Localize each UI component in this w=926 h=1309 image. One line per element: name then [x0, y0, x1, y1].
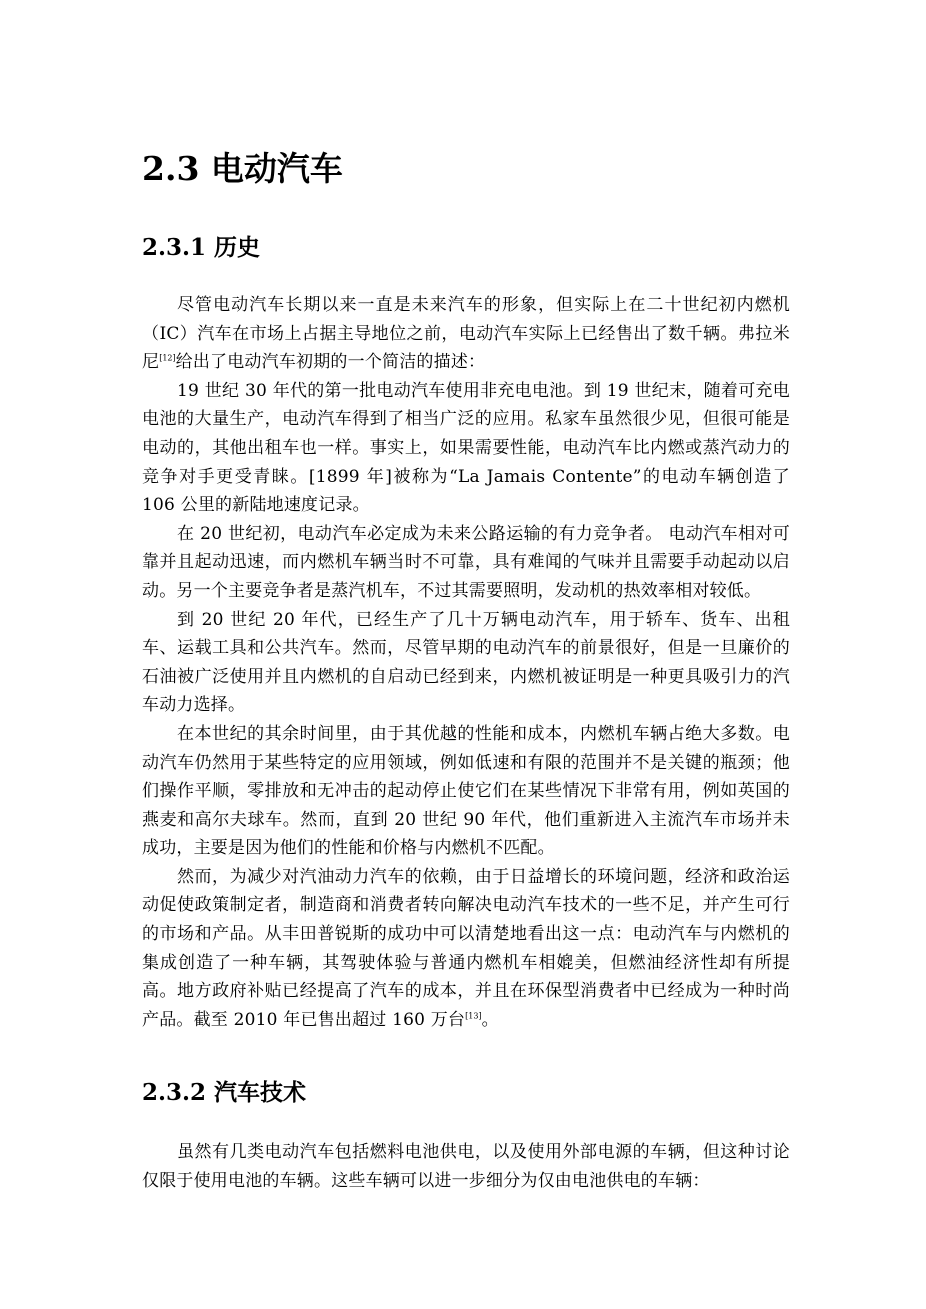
- subsection-heading-history: 2.3.1 历史: [142, 234, 261, 261]
- history-paragraph-6: [142, 863, 790, 1035]
- history-paragraph-3: 在 20 世纪初，电动汽车必定成为未来公路运输的有力竞争者。 电动汽车相对可靠并且起动迅速，而内燃机车辆当时不可靠，具有难闻的气味并且需要手动起动以启动。另一个主要竞争者是蒸汽机车，不过其需要照明，发动机的热效率相对较低。: [142, 523, 790, 601]
- citation-ref-12: [12]: [159, 353, 176, 363]
- history-paragraph-2: 19 世纪 30 年代的第一批电动汽车使用非充电电池。到 19 世纪末，随着可充电电池的大量生产，电动汽车得到了相当广泛的应用。私家车虽然很少见，但很可能是电动的，其他出租车也一样。事实上，如果需要性能，电动汽车比内燃或蒸汽动力的竞争对手更受青睐。[1899 年]被称为“La Jamais Contente”的电动车辆创造了 106 公里的新陆地速度记录。: [142, 380, 790, 516]
- history-p1-text-a: 尽管电动汽车长期以来一直是未来汽车的形象，但实际上在二十世纪初内燃机（IC）汽车在市场上占据主导地位之前，电动汽车实际上已经售出了数千辆。弗拉米尼: [142, 295, 790, 373]
- tech-body: [142, 1138, 790, 1195]
- history-p6-text-b: 。: [481, 1009, 499, 1030]
- section-title: 2.3 电动汽车: [142, 149, 343, 188]
- subsection-heading-tech: 2.3.2 汽车技术: [142, 1079, 307, 1106]
- history-p1-text-b: 给出了电动汽车初期的一个简洁的描述：: [175, 352, 486, 373]
- citation-ref-13: [13]: [465, 1011, 482, 1021]
- history-paragraph-1: [142, 291, 790, 377]
- tech-paragraph-1: 虽然有几类电动汽车包括燃料电池供电，以及使用外部电源的车辆，但这种讨论仅限于使用电池的车辆。这些车辆可以进一步细分为仅由电池供电的车辆：: [142, 1142, 790, 1191]
- history-body: [142, 291, 790, 1034]
- history-p6-text-a: 然而，为减少对汽油动力汽车的依赖，由于日益增长的环境问题，经济和政治运动促使政策制定者，制造商和消费者转向解决电动汽车技术的一些不足，并产生可行的市场和产品。从丰田普锐斯的成功中可以清楚地看出这一点：电动汽车与内燃机的集成创造了一种车辆，其驾驶体验与普通内燃机车相媲美，但燃油经济性却有所提高。地方政府补贴已经提高了汽车的成本，并且在环保型消费者中已经成为一种时尚产品。截至 2010 年已售出超过 160 万台: [142, 866, 790, 1030]
- history-paragraph-5: 在本世纪的其余时间里，由于其优越的性能和成本，内燃机车辆占绝大多数。电动汽车仍然用于某些特定的应用领域，例如低速和有限的范围并不是关键的瓶颈；他们操作平顺，零排放和无冲击的起动停止使它们在某些情况下非常有用，例如英国的燕麦和高尔夫球车。然而，直到 20 世纪 90 年代，他们重新进入主流汽车市场并未成功，主要是因为他们的性能和价格与内燃机不匹配。: [142, 723, 790, 859]
- history-paragraph-4: 到 20 世纪 20 年代，已经生产了几十万辆电动汽车，用于轿车、货车、出租车、运载工具和公共汽车。然而，尽管早期的电动汽车的前景很好，但是一旦廉价的石油被广泛使用并且内燃机的自启动已经到来，内燃机被证明是一种更具吸引力的汽车动力选择。: [142, 609, 790, 716]
